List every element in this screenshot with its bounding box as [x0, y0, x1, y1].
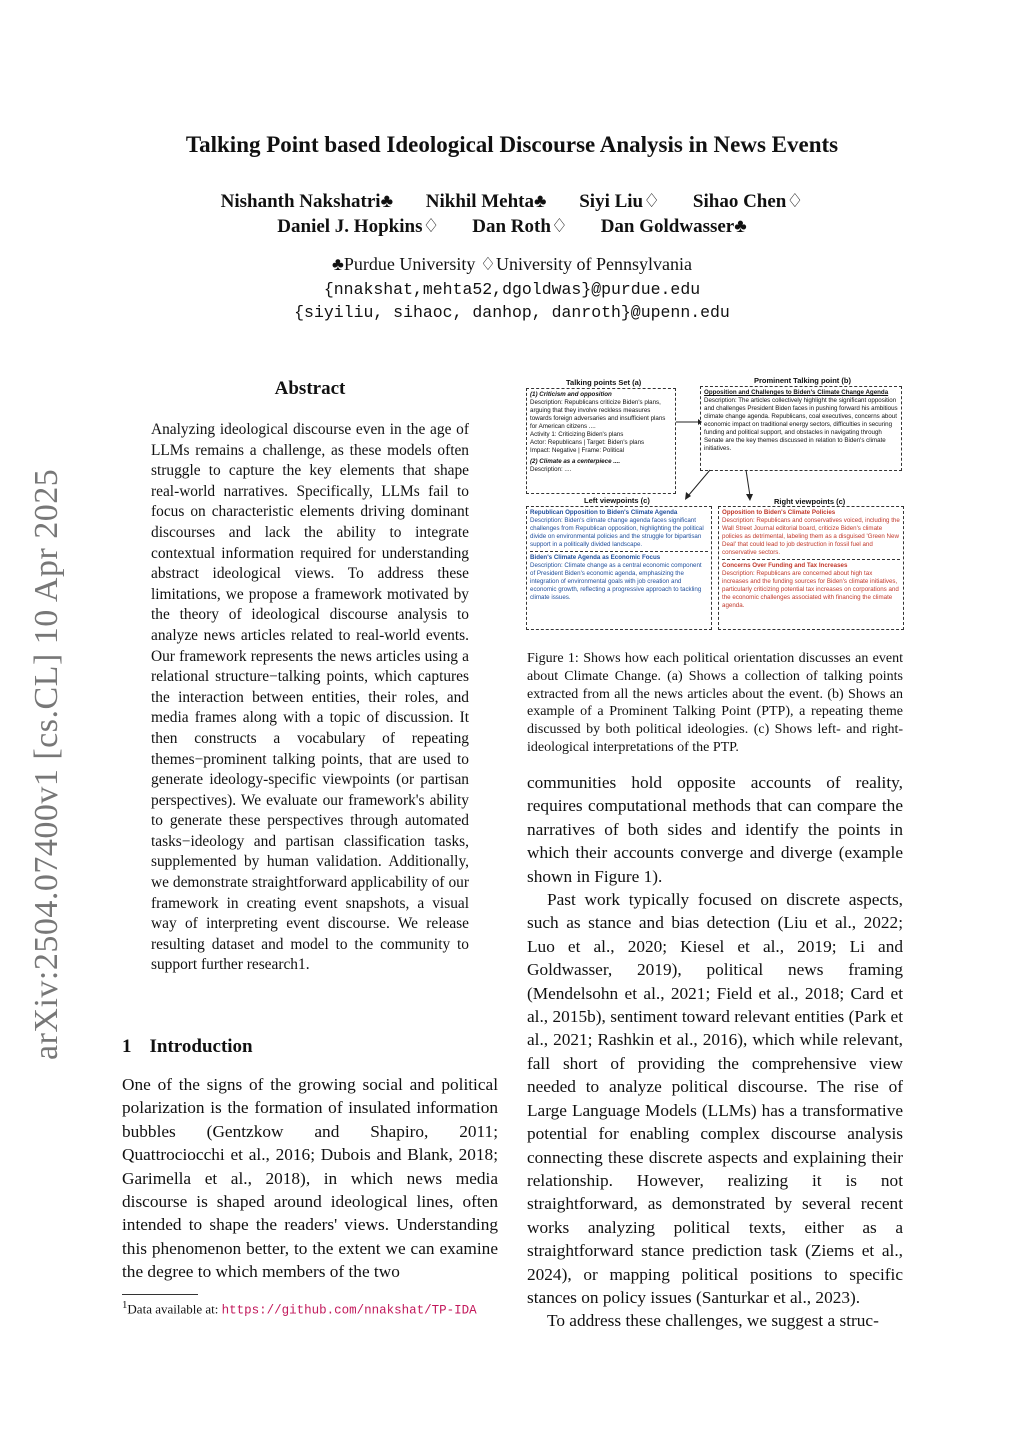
author: Siyi Liu♢	[579, 191, 661, 212]
tp2-title: (2) Climate as a centerpiece ....	[530, 458, 621, 465]
abstract-text: Analyzing ideological discourse even in the age of LLMs remains a challenge, as these models often struggle to capture the key elements that shape real-world narratives. Specifically, LLMs fail to focus on characteristic elements driving dominant discourses and lack the ability to integrate contextual information required for understanding abstract ideological views. To address these limitations, we propose a framework motivated by the theory of ideological discourse analysis to analyze news articles related to real-world events. Our framework represents the news articles using a relational structure−talking points, which captures the interaction between entities, their roles, and media frames along with a topic of discussion. It then constructs a vocabulary of repeating themes−prominent talking points, that are used to generate ideology-specific viewpoints (or partisan perspectives). We evaluate our framework's ability to generate these perspectives through automated tasks−ideology and partisan classification tasks, supplemented by human validation. Additionally, we demonstrate straightforward applicability of our framework in creating event snapshots, a visual way of interpreting event discourse. We release resulting dataset and model to the community to support further research1.	[151, 421, 469, 974]
paragraph: To address these challenges, we suggest a struc-	[547, 1311, 879, 1331]
authors-line-1	[0, 190, 1024, 213]
section-heading	[122, 1036, 253, 1058]
paper-title: Talking Point based Ideological Discourse Analysis in News Events	[185, 132, 839, 157]
tp-actor: Actor: Republicans | Target: Biden's plans	[530, 439, 645, 446]
right-viewpoint-1-desc: Description: Republicans and conservatives voiced, including the Wall Street Journal editorial board, criticize Biden's climate policies as detrimental, labeling them as a disguised 'Green New Deal' that could lead to job destruction in fossil fuel and conservative sectors.	[722, 517, 900, 556]
label-left-viewpoints: Left viewpoints (c)	[584, 496, 650, 505]
tp-activity: Activity 1: Criticizing Biden's plans	[530, 431, 624, 438]
right-column-text	[527, 771, 903, 1333]
figure-caption	[527, 650, 903, 757]
section-number: 1	[122, 1036, 132, 1057]
right-viewpoint-2-title: Concerns Over Funding and Tax Increases	[722, 562, 848, 569]
footnote-label: Data available at:	[127, 1301, 219, 1317]
authors-line-2	[0, 215, 1024, 238]
author: Dan Roth♢	[472, 216, 568, 237]
arxiv-stamp: arXiv:2504.07400v1 [cs.CL] 10 Apr 2025	[28, 468, 65, 1060]
left-viewpoint-2-title: Biden's Climate Agenda as Economic Focus	[530, 554, 661, 561]
author: Nishanth Nakshatri♣	[220, 191, 394, 212]
footnote-link[interactable]: https://github.com/nnakshat/TP-IDA	[221, 1303, 477, 1318]
abstract-heading: Abstract	[274, 378, 346, 399]
right-viewpoint-2-desc: Description: Republicans are concerned about high tax increases and the funding sources for Biden's climate initiatives, particularly criticizing potential tax increases on corporations and the economic challenges associated with financing the climate agenda.	[722, 570, 899, 609]
section-title: Introduction	[149, 1036, 253, 1057]
footnote-marker: 1	[122, 1299, 128, 1311]
footnote-rule	[122, 1294, 198, 1295]
left-viewpoint-1-title: Republican Opposition to Biden's Climate Agenda	[530, 509, 678, 516]
author: Dan Goldwasser♣	[600, 216, 747, 237]
tp-description: Description: Republicans criticize Biden's plans, arguing that they involve reckless measures towards foreign adversaries and insufficient plans for American citizens ....	[530, 399, 666, 430]
author: Nikhil Mehta♣	[425, 191, 547, 212]
ptp-description: Description: The articles collectively highlight the significant opposition and challenges President Biden faces in pushing forward his ambitious climate change agenda. Republicans, coal executives, concerns about economic impact on traditional energy sectors, difficulties in securing funding and political support, and obstacles in navigating through Senate are the key themes discussed in relation to Biden's climate initiatives.	[704, 397, 898, 452]
left-viewpoint-1-desc: Description: Biden's climate change agenda faces significant challenges from Republican opposition, highlighting the political divide on environmental policies and the struggle for bipartisan support in a politically divided landscape.	[530, 517, 704, 548]
tp-title: (1) Criticism and opposition	[530, 391, 612, 398]
intro-paragraph: One of the signs of the growing social and political polarization is the formation of insulated information bubbles (Gentzkow and Shapiro, 2011; Quattrociocchi et al., 2016; Dubois and Blank, 2018; Garimella et al., 2018), in which news media discourse is shaped around ideological lines, often intended to shape the readers' views. Understanding this phenomenon better, to the extent we can examine the degree to which members of the two	[122, 1075, 498, 1282]
affiliations: ♣Purdue University ♢University of Pennsylvania	[332, 254, 692, 274]
author: Daniel J. Hopkins♢	[277, 216, 440, 237]
paragraph: communities hold opposite accounts of reality, requires computational methods that can compare the narratives of both sides and identify the points in which their accounts converge and diverge (example shown in Figure 1).	[527, 773, 903, 886]
right-viewpoints-box	[718, 506, 904, 630]
ptp-title: Opposition and Challenges to Biden's Climate Change Agenda	[704, 389, 889, 396]
left-viewpoint-2-desc: Description: Climate change as a central economic component of President Biden's economic agenda, emphasizing the integration of environmental goals with job creation and economic growth, reflecting a progressive approach to tackling climate issues.	[530, 562, 702, 601]
figure-1	[526, 376, 906, 634]
label-right-viewpoints: Right viewpoints (c)	[774, 497, 846, 506]
email-upenn: {siyiliu, sihaoc, danhop, danroth}@upenn.edu	[294, 303, 730, 322]
author: Sihao Chen♢	[692, 191, 804, 212]
right-viewpoint-1-title: Opposition to Biden's Climate Policies	[722, 509, 836, 516]
paragraph: Past work typically focused on discrete aspects, such as stance and bias detection (Liu et al., 2022; Luo et al., 2020; Kiesel et al., 2019; Li and Goldwasser, 2019), political news framing (Mendelsohn et al., 2021; Field et al., 2018; Card et al., 2015b), sentiment toward relevant entities (Park et al., 2021; Rashkin et al., 2016), which while relevant, fall short of providing the comprehensive view needed to analyze political discourse. The rise of Large Language Models (LLMs) has a transformative potential for enabling complex discourse analysis connecting these discrete aspects and explaining their relationship. However, realizing it is not straightforward, as demonstrated by several recent works analyzing political texts, either as a straightforward stance prediction task (Ziems et al., 2024), or mapping political positions to specific stances on policy issues (Santurkar et al., 2023).	[527, 890, 903, 1307]
footnote	[122, 1297, 498, 1319]
tp2-description: Description: ....	[530, 466, 572, 473]
tp-impact: Impact: Negative | Frame: Political	[530, 447, 625, 454]
label-talking-points-set: Talking points Set (a)	[566, 378, 642, 387]
label-prominent-talking-point: Prominent Talking point (b)	[754, 376, 851, 385]
email-purdue: {nnakshat,mehta52,dgoldwas}@purdue.edu	[323, 280, 701, 299]
caption-label: Figure 1:	[527, 651, 579, 666]
left-viewpoints-box	[526, 506, 712, 630]
caption-text: Shows how each political orientation discusses an event about Climate Change. (a) Shows a collection of talking points extracted from all the news articles about the event. (b) Shows an example of a Prominent Talking Point (PTP), a repeating theme discussed by both political ideologies. (c) Shows left- and right- ideological interpretations of the PTP.	[527, 651, 904, 755]
